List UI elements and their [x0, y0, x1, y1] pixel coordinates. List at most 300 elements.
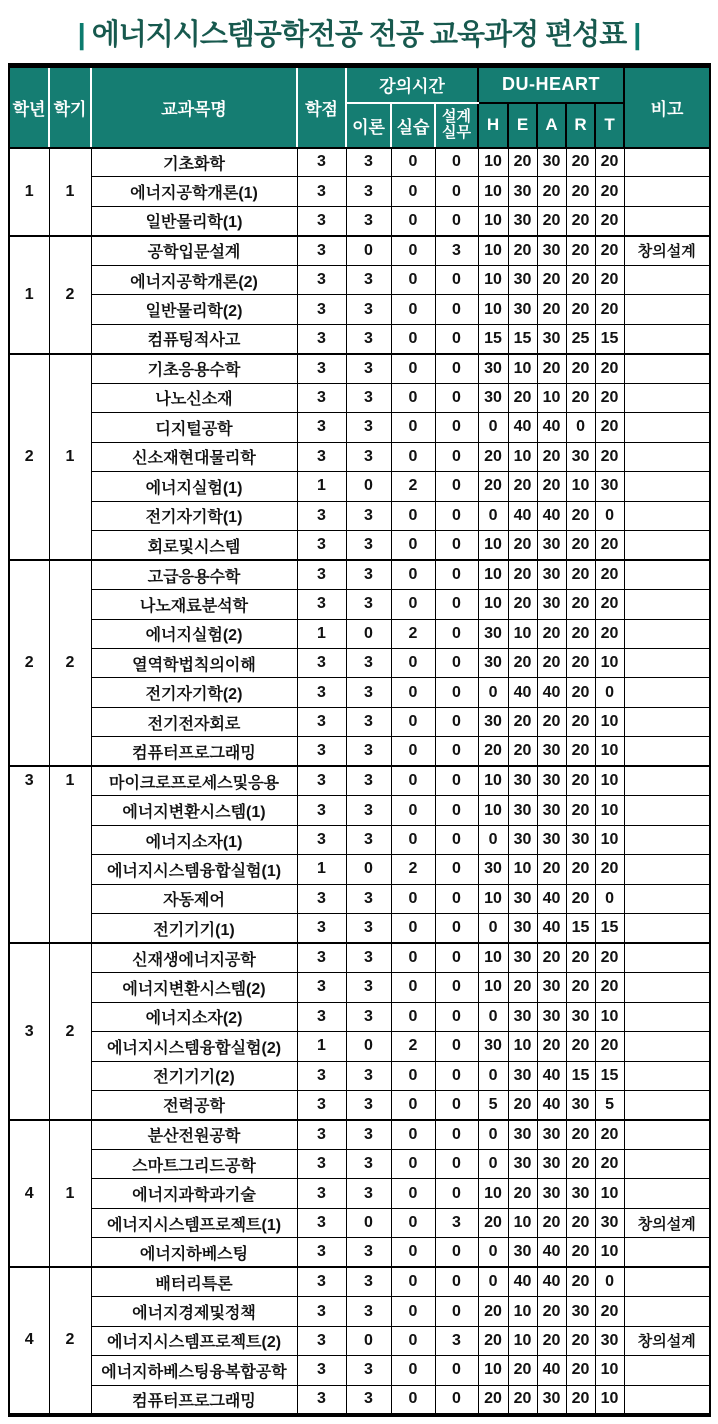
course-row [9, 678, 710, 707]
credits-cell: 3 [297, 236, 346, 265]
practice-hours-cell: 0 [391, 648, 435, 677]
heart-e-cell: 40 [508, 413, 537, 442]
heart-t-cell: 10 [595, 1356, 624, 1385]
heart-e-cell: 30 [508, 1238, 537, 1267]
heart-t-cell: 15 [595, 324, 624, 353]
heart-h-cell: 10 [478, 1356, 508, 1385]
note-cell [624, 1120, 710, 1149]
header-heart-a: A [537, 103, 566, 148]
note-cell [624, 501, 710, 530]
heart-r-cell: 20 [566, 619, 595, 648]
heart-r-cell: 30 [566, 1091, 595, 1120]
course-name-cell: 에너지시스템프로젝트(1) [91, 1208, 297, 1237]
practice-hours-cell: 0 [391, 148, 435, 177]
heart-a-cell: 40 [537, 1091, 566, 1120]
heart-h-cell: 0 [478, 825, 508, 854]
header-design-line1: 설계 [442, 107, 471, 125]
note-cell [624, 914, 710, 943]
heart-e-cell: 30 [508, 884, 537, 913]
heart-e-cell: 30 [508, 1120, 537, 1149]
heart-r-cell: 30 [566, 1179, 595, 1208]
course-name-cell: 열역학법칙의이해 [91, 648, 297, 677]
heart-t-cell: 20 [595, 590, 624, 619]
heart-r-cell: 20 [566, 707, 595, 736]
credits-cell: 3 [297, 648, 346, 677]
heart-r-cell: 20 [566, 855, 595, 884]
practice-hours-cell: 2 [391, 1032, 435, 1061]
course-name-cell: 컴퓨팅적사고 [91, 324, 297, 353]
heart-a-cell: 30 [537, 560, 566, 589]
heart-h-cell: 30 [478, 855, 508, 884]
practice-hours-cell: 0 [391, 1326, 435, 1355]
header-design-practice [435, 103, 478, 148]
heart-t-cell: 20 [595, 265, 624, 294]
heart-e-cell: 40 [508, 678, 537, 707]
note-cell [624, 796, 710, 825]
heart-h-cell: 0 [478, 1002, 508, 1031]
practice-hours-cell: 0 [391, 796, 435, 825]
course-row [9, 914, 710, 943]
course-row [9, 148, 710, 177]
course-row [9, 1091, 710, 1120]
credits-cell: 3 [297, 1208, 346, 1237]
heart-t-cell: 0 [595, 678, 624, 707]
heart-r-cell: 20 [566, 560, 595, 589]
heart-a-cell: 40 [537, 1061, 566, 1090]
heart-t-cell: 0 [595, 501, 624, 530]
heart-a-cell: 20 [537, 619, 566, 648]
credits-cell: 1 [297, 1032, 346, 1061]
note-cell: 창의설계 [624, 1326, 710, 1355]
note-cell [624, 295, 710, 324]
heart-a-cell: 40 [537, 1356, 566, 1385]
course-name-cell: 디지털공학 [91, 413, 297, 442]
theory-hours-cell: 3 [346, 531, 391, 560]
heart-h-cell: 30 [478, 1032, 508, 1061]
credits-cell: 3 [297, 413, 346, 442]
note-cell [624, 324, 710, 353]
course-name-cell: 에너지시스템융합실험(1) [91, 855, 297, 884]
design-hours-cell: 0 [435, 560, 478, 589]
course-name-cell: 에너지공학개론(1) [91, 177, 297, 206]
note-cell [624, 973, 710, 1002]
credits-cell: 1 [297, 855, 346, 884]
heart-h-cell: 20 [478, 1208, 508, 1237]
heart-e-cell: 30 [508, 1061, 537, 1090]
semester-cell: 1 [49, 354, 91, 560]
theory-hours-cell: 0 [346, 1208, 391, 1237]
semester-cell: 1 [49, 148, 91, 236]
theory-hours-cell: 3 [346, 825, 391, 854]
title-bar-left: | [77, 19, 85, 51]
course-row [9, 1238, 710, 1267]
page-title [0, 12, 718, 53]
heart-e-cell: 10 [508, 619, 537, 648]
course-row [9, 236, 710, 265]
heart-e-cell: 10 [508, 1297, 537, 1326]
heart-t-cell: 10 [595, 825, 624, 854]
heart-r-cell: 20 [566, 1326, 595, 1355]
heart-e-cell: 30 [508, 914, 537, 943]
credits-cell: 3 [297, 324, 346, 353]
note-cell: 창의설계 [624, 1208, 710, 1237]
theory-hours-cell: 3 [346, 796, 391, 825]
heart-a-cell: 40 [537, 413, 566, 442]
course-name-cell: 에너지시스템융합실험(2) [91, 1032, 297, 1061]
heart-r-cell: 30 [566, 442, 595, 471]
heart-r-cell: 20 [566, 766, 595, 795]
heart-t-cell: 20 [595, 1032, 624, 1061]
practice-hours-cell: 0 [391, 1149, 435, 1178]
heart-e-cell: 10 [508, 354, 537, 383]
heart-t-cell: 20 [595, 1120, 624, 1149]
heart-t-cell: 0 [595, 884, 624, 913]
heart-h-cell: 10 [478, 796, 508, 825]
course-row [9, 943, 710, 972]
credits-cell: 1 [297, 619, 346, 648]
course-name-cell: 분산전원공학 [91, 1120, 297, 1149]
note-cell [624, 1149, 710, 1178]
practice-hours-cell: 0 [391, 177, 435, 206]
heart-e-cell: 30 [508, 295, 537, 324]
theory-hours-cell: 0 [346, 1326, 391, 1355]
heart-r-cell: 20 [566, 265, 595, 294]
practice-hours-cell: 0 [391, 560, 435, 589]
note-cell [624, 884, 710, 913]
heart-r-cell: 20 [566, 1267, 595, 1296]
heart-e-cell: 10 [508, 1326, 537, 1355]
practice-hours-cell: 0 [391, 501, 435, 530]
design-hours-cell: 0 [435, 295, 478, 324]
theory-hours-cell: 3 [346, 1385, 391, 1414]
heart-a-cell: 30 [537, 825, 566, 854]
design-hours-cell: 0 [435, 265, 478, 294]
credits-cell: 3 [297, 1356, 346, 1385]
header-note: 비고 [624, 66, 710, 148]
practice-hours-cell: 0 [391, 1179, 435, 1208]
heart-a-cell: 40 [537, 678, 566, 707]
heart-a-cell: 20 [537, 206, 566, 235]
heart-h-cell: 30 [478, 707, 508, 736]
credits-cell: 3 [297, 265, 346, 294]
header-du-heart-group: DU-HEART [478, 66, 624, 103]
course-name-cell: 전기기기(1) [91, 914, 297, 943]
heart-e-cell: 40 [508, 501, 537, 530]
table-body [9, 148, 710, 1415]
practice-hours-cell: 0 [391, 1297, 435, 1326]
heart-t-cell: 10 [595, 1385, 624, 1414]
course-row [9, 1385, 710, 1414]
credits-cell: 3 [297, 531, 346, 560]
header-heart-h: H [478, 103, 508, 148]
theory-hours-cell: 3 [346, 1179, 391, 1208]
heart-h-cell: 0 [478, 1061, 508, 1090]
theory-hours-cell: 3 [346, 354, 391, 383]
course-name-cell: 회로및시스템 [91, 531, 297, 560]
practice-hours-cell: 0 [391, 265, 435, 294]
design-hours-cell: 0 [435, 825, 478, 854]
heart-t-cell: 20 [595, 295, 624, 324]
heart-h-cell: 10 [478, 1179, 508, 1208]
heart-e-cell: 20 [508, 383, 537, 412]
heart-r-cell: 10 [566, 472, 595, 501]
heart-h-cell: 10 [478, 295, 508, 324]
practice-hours-cell: 0 [391, 1002, 435, 1031]
design-hours-cell: 0 [435, 148, 478, 177]
note-cell: 창의설계 [624, 236, 710, 265]
heart-t-cell: 20 [595, 177, 624, 206]
theory-hours-cell: 3 [346, 413, 391, 442]
course-name-cell: 전력공학 [91, 1091, 297, 1120]
heart-a-cell: 30 [537, 973, 566, 1002]
heart-t-cell: 20 [595, 531, 624, 560]
heart-a-cell: 40 [537, 884, 566, 913]
year-cell: 4 [9, 1120, 49, 1267]
credits-cell: 3 [297, 737, 346, 766]
year-cell: 3 [9, 766, 49, 943]
course-name-cell: 전기자기학(2) [91, 678, 297, 707]
course-row [9, 855, 710, 884]
design-hours-cell: 0 [435, 796, 478, 825]
theory-hours-cell: 3 [346, 1002, 391, 1031]
course-name-cell: 에너지과학과기술 [91, 1179, 297, 1208]
course-name-cell: 나노재료분석학 [91, 590, 297, 619]
heart-t-cell: 0 [595, 1267, 624, 1296]
heart-r-cell: 20 [566, 648, 595, 677]
credits-cell: 3 [297, 1091, 346, 1120]
heart-e-cell: 30 [508, 796, 537, 825]
heart-e-cell: 10 [508, 1032, 537, 1061]
credits-cell: 3 [297, 1238, 346, 1267]
heart-a-cell: 20 [537, 472, 566, 501]
theory-hours-cell: 0 [346, 472, 391, 501]
design-hours-cell: 0 [435, 324, 478, 353]
theory-hours-cell: 3 [346, 648, 391, 677]
heart-h-cell: 0 [478, 914, 508, 943]
practice-hours-cell: 2 [391, 855, 435, 884]
heart-a-cell: 20 [537, 442, 566, 471]
practice-hours-cell: 2 [391, 472, 435, 501]
credits-cell: 3 [297, 1061, 346, 1090]
credits-cell: 3 [297, 1149, 346, 1178]
credits-cell: 3 [297, 884, 346, 913]
course-row [9, 1120, 710, 1149]
heart-r-cell: 30 [566, 1297, 595, 1326]
heart-a-cell: 30 [537, 531, 566, 560]
practice-hours-cell: 0 [391, 1120, 435, 1149]
theory-hours-cell: 3 [346, 1267, 391, 1296]
heart-a-cell: 20 [537, 295, 566, 324]
note-cell [624, 1002, 710, 1031]
credits-cell: 3 [297, 295, 346, 324]
course-row [9, 177, 710, 206]
note-cell [624, 560, 710, 589]
design-hours-cell: 0 [435, 531, 478, 560]
course-name-cell: 기초응용수학 [91, 354, 297, 383]
theory-hours-cell: 3 [346, 1091, 391, 1120]
heart-r-cell: 20 [566, 354, 595, 383]
credits-cell: 3 [297, 1267, 346, 1296]
design-hours-cell: 3 [435, 236, 478, 265]
heart-a-cell: 30 [537, 766, 566, 795]
course-name-cell: 자동제어 [91, 884, 297, 913]
course-row [9, 1267, 710, 1296]
theory-hours-cell: 3 [346, 324, 391, 353]
practice-hours-cell: 0 [391, 590, 435, 619]
year-cell: 1 [9, 236, 49, 354]
credits-cell: 3 [297, 1120, 346, 1149]
theory-hours-cell: 3 [346, 914, 391, 943]
theory-hours-cell: 3 [346, 884, 391, 913]
credits-cell: 3 [297, 354, 346, 383]
semester-cell: 2 [49, 1267, 91, 1414]
course-row [9, 206, 710, 235]
practice-hours-cell: 0 [391, 1267, 435, 1296]
note-cell [624, 737, 710, 766]
heart-a-cell: 30 [537, 737, 566, 766]
heart-t-cell: 5 [595, 1091, 624, 1120]
header-practice: 실습 [391, 103, 435, 148]
heart-t-cell: 10 [595, 737, 624, 766]
heart-a-cell: 30 [537, 148, 566, 177]
semester-cell: 1 [49, 766, 91, 943]
header-semester: 학기 [49, 66, 91, 148]
heart-a-cell: 30 [537, 590, 566, 619]
practice-hours-cell: 0 [391, 324, 435, 353]
practice-hours-cell: 0 [391, 354, 435, 383]
credits-cell: 3 [297, 206, 346, 235]
heart-t-cell: 20 [595, 943, 624, 972]
design-hours-cell: 0 [435, 914, 478, 943]
note-cell [624, 177, 710, 206]
heart-e-cell: 20 [508, 472, 537, 501]
course-name-cell: 에너지변환시스템(2) [91, 973, 297, 1002]
heart-t-cell: 30 [595, 472, 624, 501]
heart-h-cell: 20 [478, 442, 508, 471]
header-credits: 학점 [297, 66, 346, 148]
theory-hours-cell: 3 [346, 206, 391, 235]
design-hours-cell: 0 [435, 737, 478, 766]
heart-e-cell: 20 [508, 707, 537, 736]
heart-t-cell: 10 [595, 766, 624, 795]
heart-t-cell: 20 [595, 855, 624, 884]
heart-t-cell: 10 [595, 1238, 624, 1267]
design-hours-cell: 0 [435, 648, 478, 677]
heart-a-cell: 30 [537, 1385, 566, 1414]
heart-h-cell: 10 [478, 236, 508, 265]
heart-t-cell: 15 [595, 1061, 624, 1090]
heart-a-cell: 20 [537, 265, 566, 294]
design-hours-cell: 0 [435, 1120, 478, 1149]
heart-h-cell: 10 [478, 265, 508, 294]
heart-e-cell: 30 [508, 265, 537, 294]
heart-e-cell: 40 [508, 1267, 537, 1296]
design-hours-cell: 0 [435, 1297, 478, 1326]
title-text: 에너지시스템공학전공 전공 교육과정 편성표 [91, 19, 627, 51]
note-cell [624, 531, 710, 560]
heart-h-cell: 0 [478, 1238, 508, 1267]
heart-r-cell: 20 [566, 236, 595, 265]
course-name-cell: 에너지시스템프로젝트(2) [91, 1326, 297, 1355]
note-cell [624, 1267, 710, 1296]
heart-e-cell: 30 [508, 206, 537, 235]
practice-hours-cell: 0 [391, 1385, 435, 1414]
design-hours-cell: 0 [435, 501, 478, 530]
heart-a-cell: 20 [537, 1032, 566, 1061]
heart-e-cell: 20 [508, 648, 537, 677]
heart-a-cell: 30 [537, 1149, 566, 1178]
credits-cell: 3 [297, 1002, 346, 1031]
course-row [9, 619, 710, 648]
course-row [9, 1297, 710, 1326]
design-hours-cell: 0 [435, 1267, 478, 1296]
heart-r-cell: 15 [566, 914, 595, 943]
heart-e-cell: 20 [508, 737, 537, 766]
header-year: 학년 [9, 66, 49, 148]
heart-a-cell: 30 [537, 1179, 566, 1208]
design-hours-cell: 0 [435, 177, 478, 206]
semester-cell: 1 [49, 1120, 91, 1267]
design-hours-cell: 0 [435, 1032, 478, 1061]
heart-t-cell: 20 [595, 1149, 624, 1178]
theory-hours-cell: 3 [346, 737, 391, 766]
course-name-cell: 에너지실험(1) [91, 472, 297, 501]
heart-h-cell: 10 [478, 531, 508, 560]
heart-e-cell: 30 [508, 766, 537, 795]
theory-hours-cell: 0 [346, 236, 391, 265]
heart-h-cell: 10 [478, 177, 508, 206]
practice-hours-cell: 0 [391, 206, 435, 235]
heart-h-cell: 30 [478, 648, 508, 677]
theory-hours-cell: 3 [346, 590, 391, 619]
heart-e-cell: 10 [508, 1208, 537, 1237]
heart-a-cell: 30 [537, 1120, 566, 1149]
practice-hours-cell: 0 [391, 737, 435, 766]
heart-h-cell: 30 [478, 619, 508, 648]
header-heart-t: T [595, 103, 624, 148]
heart-r-cell: 25 [566, 324, 595, 353]
theory-hours-cell: 0 [346, 1032, 391, 1061]
practice-hours-cell: 0 [391, 914, 435, 943]
credits-cell: 3 [297, 943, 346, 972]
heart-r-cell: 0 [566, 413, 595, 442]
course-name-cell: 신소재현대물리학 [91, 442, 297, 471]
heart-h-cell: 5 [478, 1091, 508, 1120]
course-row [9, 648, 710, 677]
course-name-cell: 에너지실험(2) [91, 619, 297, 648]
design-hours-cell: 0 [435, 855, 478, 884]
heart-r-cell: 20 [566, 796, 595, 825]
course-name-cell: 나노신소재 [91, 383, 297, 412]
credits-cell: 3 [297, 678, 346, 707]
heart-h-cell: 10 [478, 148, 508, 177]
heart-h-cell: 0 [478, 501, 508, 530]
heart-h-cell: 15 [478, 324, 508, 353]
design-hours-cell: 0 [435, 973, 478, 1002]
heart-t-cell: 10 [595, 1002, 624, 1031]
course-row [9, 796, 710, 825]
practice-hours-cell: 0 [391, 236, 435, 265]
theory-hours-cell: 3 [346, 383, 391, 412]
heart-h-cell: 0 [478, 1120, 508, 1149]
heart-r-cell: 20 [566, 148, 595, 177]
note-cell [624, 1385, 710, 1414]
course-row [9, 707, 710, 736]
heart-t-cell: 10 [595, 707, 624, 736]
heart-r-cell: 20 [566, 1356, 595, 1385]
heart-a-cell: 20 [537, 707, 566, 736]
heart-h-cell: 30 [478, 383, 508, 412]
